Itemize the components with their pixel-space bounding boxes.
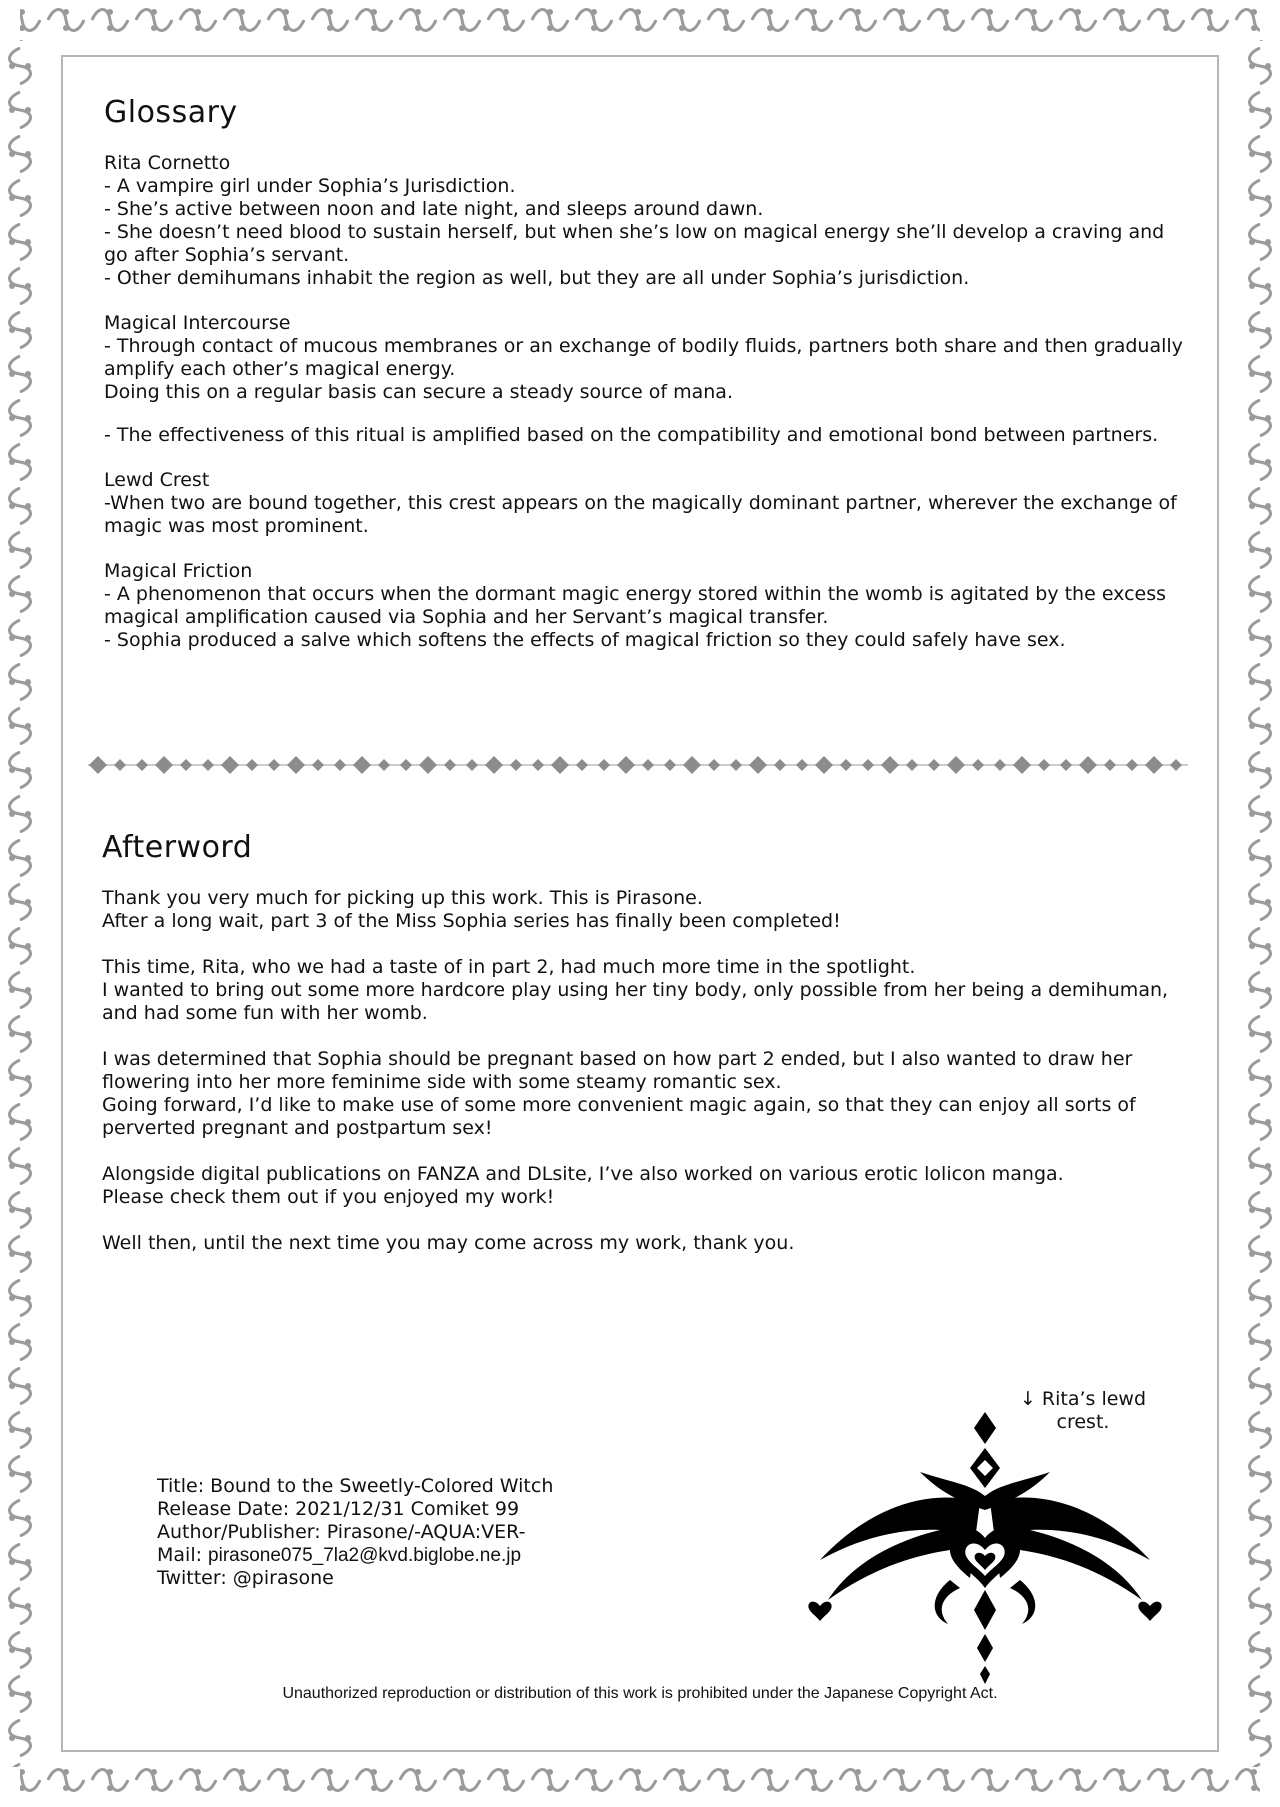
divider-diamond xyxy=(353,756,371,774)
afterword-section xyxy=(102,830,1202,1278)
glossary-heading: Glossary xyxy=(104,95,238,130)
divider-diamond xyxy=(815,756,833,774)
afterword-line: I wanted to bring out some more hardcore play using her tiny body, only possible from her being a demihuman, and had some fun with her womb. xyxy=(102,979,1169,1024)
glossary-entry xyxy=(104,152,1189,290)
divider-diamond xyxy=(906,759,918,771)
afterword-paragraph xyxy=(102,1163,1202,1209)
divider-diamond xyxy=(1079,756,1097,774)
glossary-entries xyxy=(104,152,1189,652)
colophon-twitter: Twitter: @pirasone xyxy=(157,1567,334,1589)
afterword-paragraph xyxy=(102,1048,1202,1140)
glossary-entry-title: Lewd Crest xyxy=(104,469,210,491)
glossary-entry-line: - She’s active between noon and late night, and sleeps around dawn. xyxy=(104,198,764,220)
divider-diamond xyxy=(708,759,720,771)
ornamental-divider xyxy=(88,752,1188,778)
divider-diamond xyxy=(378,759,390,771)
crest-caption-line: crest. xyxy=(1056,1411,1110,1433)
divider-diamond xyxy=(862,759,874,771)
copyright-notice: Unauthorized reproduction or distribution of this work is prohibited under the Japanese Copyright Act. xyxy=(282,1685,998,1702)
colophon-release-date: Release Date: 2021/12/31 Comiket 99 xyxy=(157,1498,520,1520)
crest-caption-line: ↓ Rita’s lewd xyxy=(1019,1388,1147,1410)
afterword-paragraph xyxy=(102,887,1202,933)
glossary-entry-title: Magical Friction xyxy=(104,560,253,582)
divider-diamond xyxy=(444,759,456,771)
divider-diamond xyxy=(1104,759,1116,771)
afterword-line: Well then, until the next time you may come across my work, thank you. xyxy=(102,1232,795,1254)
divider-diamond xyxy=(419,756,437,774)
divider-diamond xyxy=(1060,759,1072,771)
divider-diamond xyxy=(840,759,852,771)
divider-diamond xyxy=(972,759,984,771)
divider-diamond xyxy=(683,756,701,774)
divider-diamond xyxy=(617,756,635,774)
divider-diamond xyxy=(598,759,610,771)
glossary-entry-line: - Through contact of mucous membranes or an exchange of bodily fluids, partners both share and then gradually amplify each other’s magical energy. xyxy=(104,335,1183,380)
divider-diamond xyxy=(1013,756,1031,774)
glossary-entry-line: - Sophia produced a salve which softens the effects of magical friction so they could safely have sex. xyxy=(104,629,1066,651)
divider-diamond xyxy=(576,759,588,771)
afterword-line: Thank you very much for picking up this work. This is Pirasone. xyxy=(102,887,703,909)
divider-diamond xyxy=(221,756,239,774)
glossary-entry-title: Magical Intercourse xyxy=(104,312,291,334)
divider-diamond xyxy=(642,759,654,771)
divider-diamond xyxy=(466,759,478,771)
divider-diamond xyxy=(928,759,940,771)
glossary-entry xyxy=(104,312,1189,447)
divider-diamond xyxy=(180,759,192,771)
glossary-entry-title: Rita Cornetto xyxy=(104,152,231,174)
divider-diamond xyxy=(114,759,126,771)
glossary-entry xyxy=(104,560,1189,652)
afterword-line: Alongside digital publications on FANZA and DLsite, I’ve also worked on various erotic lolicon manga. xyxy=(102,1163,1064,1185)
divider-diamond xyxy=(246,759,258,771)
afterword-line: I was determined that Sophia should be pregnant based on how part 2 ended, but I also wanted to draw her flowering into her more feminime side with some steamy romantic sex. xyxy=(102,1048,1133,1093)
divider-diamond xyxy=(774,759,786,771)
colophon-mail xyxy=(157,1544,717,1567)
afterword-paragraph xyxy=(102,956,1202,1025)
glossary-entry-line: - Other demihumans inhabit the region as well, but they are all under Sophia’s jurisdiction. xyxy=(104,267,970,289)
glossary-entry xyxy=(104,469,1189,538)
divider-diamond xyxy=(1038,759,1050,771)
divider-diamond xyxy=(510,759,522,771)
glossary-entry-line: - A vampire girl under Sophia’s Jurisdiction. xyxy=(104,175,516,197)
divider-diamond xyxy=(334,759,346,771)
divider-diamond xyxy=(749,756,767,774)
colophon-mail-address: pirasone075_7la2@kvd.biglobe.ne.jp xyxy=(208,1545,522,1566)
afterword-heading: Afterword xyxy=(102,830,253,865)
glossary-entry-line: - A phenomenon that occurs when the dormant magic energy stored within the womb is agitated by the excess magical amplification caused via Sophia and her Servant’s magical transfer. xyxy=(104,583,1167,628)
glossary-entry-line: - The effectiveness of this ritual is amplified based on the compatibility and emotional bond between partners. xyxy=(104,424,1159,446)
afterword-line: Please check them out if you enjoyed my work! xyxy=(102,1186,555,1208)
colophon xyxy=(157,1475,717,1590)
lewd-crest-illustration xyxy=(800,1410,1170,1690)
divider-diamond xyxy=(400,759,412,771)
glossary-entry-line: Doing this on a regular basis can secure a steady source of mana. xyxy=(104,381,733,403)
divider-diamond xyxy=(312,759,324,771)
afterword-line: After a long wait, part 3 of the Miss Sophia series has finally been completed! xyxy=(102,910,841,932)
afterword-paragraph xyxy=(102,1232,1202,1255)
divider-diamond xyxy=(1170,759,1182,771)
glossary-entry-line: -When two are bound together, this crest appears on the magically dominant partner, wherever the exchange of magic was most prominent. xyxy=(104,492,1177,537)
afterword-line: This time, Rita, who we had a taste of in part 2, had much more time in the spotlight. xyxy=(102,956,916,978)
afterword-line: Going forward, I’d like to make use of some more convenient magic again, so that they can enjoy all sorts of perverted pregnant and postpartum sex! xyxy=(102,1094,1136,1139)
divider-diamond xyxy=(796,759,808,771)
divider-diamond xyxy=(136,759,148,771)
divider-diamond xyxy=(947,756,965,774)
glossary-section xyxy=(104,95,1189,674)
divider-diamond xyxy=(1145,756,1163,774)
divider-diamond xyxy=(532,759,544,771)
divider-diamond xyxy=(551,756,569,774)
divider-diamond xyxy=(881,756,899,774)
glossary-entry-line xyxy=(104,404,1189,424)
divider-diamond xyxy=(1126,759,1138,771)
divider-diamond xyxy=(730,759,742,771)
divider-diamond xyxy=(268,759,280,771)
divider-diamond xyxy=(485,756,503,774)
divider-diamond xyxy=(287,756,305,774)
divider-diamond xyxy=(994,759,1006,771)
divider-diamond xyxy=(202,759,214,771)
divider-diamond xyxy=(155,756,173,774)
colophon-mail-label: Mail: xyxy=(157,1544,209,1566)
colophon-title: Title: Bound to the Sweetly-Colored Witch xyxy=(157,1475,554,1497)
divider-diamond xyxy=(89,756,107,774)
colophon-author: Author/Publisher: Pirasone/-AQUA:VER- xyxy=(157,1521,526,1543)
divider-diamond xyxy=(664,759,676,771)
afterword-paragraphs xyxy=(102,887,1202,1255)
glossary-entry-line: - She doesn’t need blood to sustain herself, but when she’s low on magical energy she’ll develop a craving and go after Sophia’s servant. xyxy=(104,221,1165,266)
